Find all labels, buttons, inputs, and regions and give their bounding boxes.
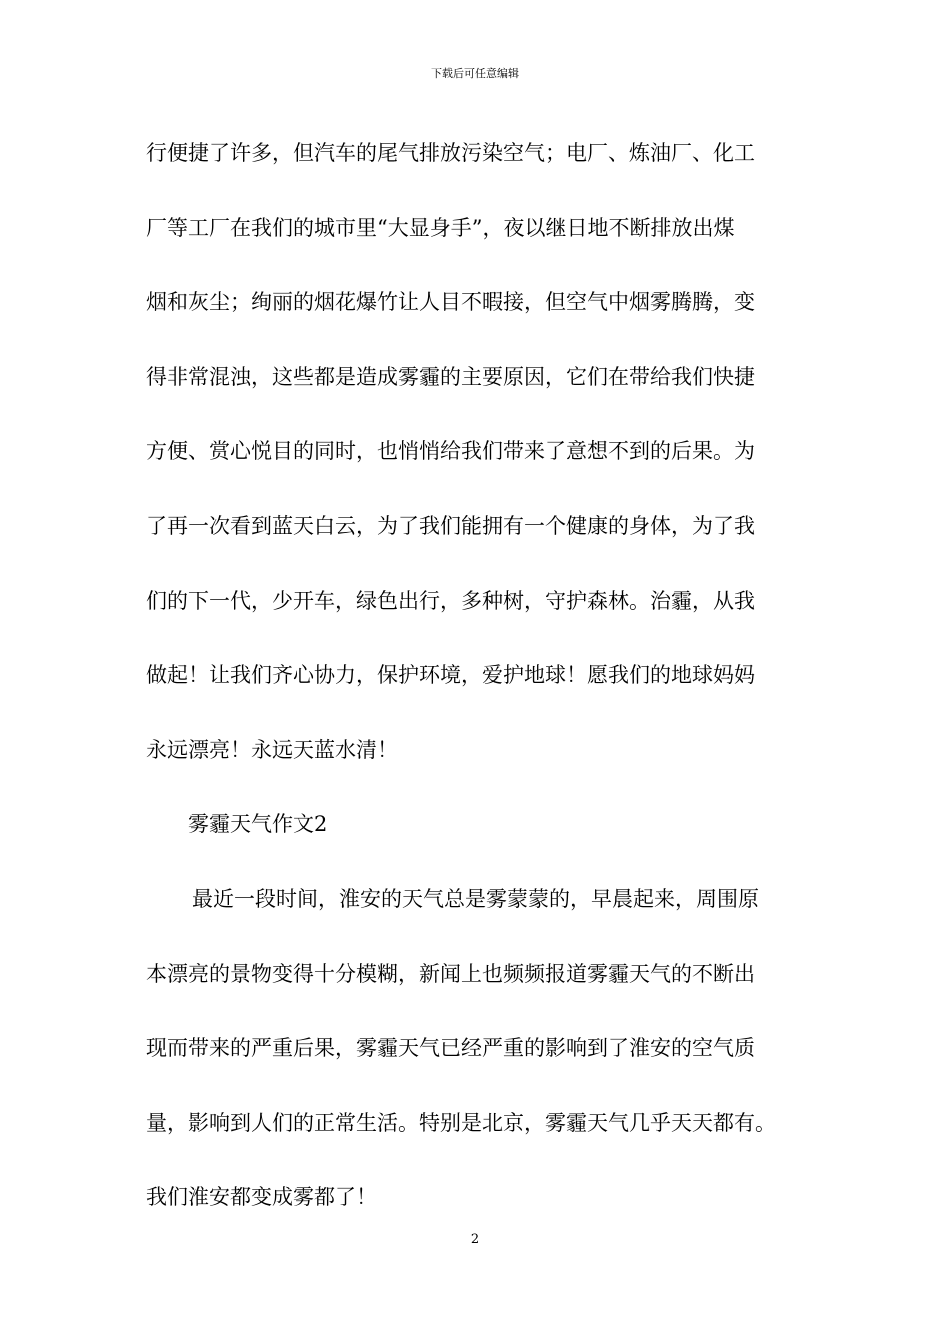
text-line: 们的下一代，少开车，绿色出行，多种树，守护森林。治霾，从我 [146,588,755,613]
text-line: 方便、赏心悦目的同时，也悄悄给我们带来了意想不到的后果。为 [146,439,755,464]
page-header: 下载后可任意编辑 [431,67,519,80]
document-body [146,130,818,1249]
text-line: 行便捷了许多，但汽车的尾气排放污染空气；电厂、炼油厂、化工 [146,141,755,165]
text-line: 本漂亮的景物变得十分模糊，新闻上也频频报道雾霾天气的不断出 [146,961,755,986]
text-line: 了再一次看到蓝天白云，为了我们能拥有一个健康的身体，为了我 [146,513,755,538]
section-heading: 雾霾天气作文2 [188,812,328,837]
text-line: 我们淮安都变成雾都了！ [146,1185,377,1210]
text-line: 烟和灰尘；绚丽的烟花爆竹让人目不暇接，但空气中烟雾腾腾，变 [146,290,755,315]
text-line: 得非常混浊，这些都是造成雾霾的主要原因，它们在带给我们快捷 [146,364,755,389]
text-line: 量，影响到人们的正常生活。特别是北京，雾霾天气几乎天天都有。 [146,1110,776,1135]
text-line: 最近一段时间，淮安的天气总是雾蒙蒙的，早晨起来，周围原 [192,886,759,911]
page-number: 2 [470,1232,480,1247]
text-line: 厂等工厂在我们的城市里“大显身手”，夜以继日地不断排放出煤 [146,215,735,240]
text-line: 现而带来的严重后果，雾霾天气已经严重的影响到了淮安的空气质 [146,1036,755,1061]
text-line: 做起！让我们齐心协力，保护环境，爱护地球！愿我们的地球妈妈 [146,663,755,688]
text-line: 永远漂亮！永远天蓝水清！ [146,737,398,762]
